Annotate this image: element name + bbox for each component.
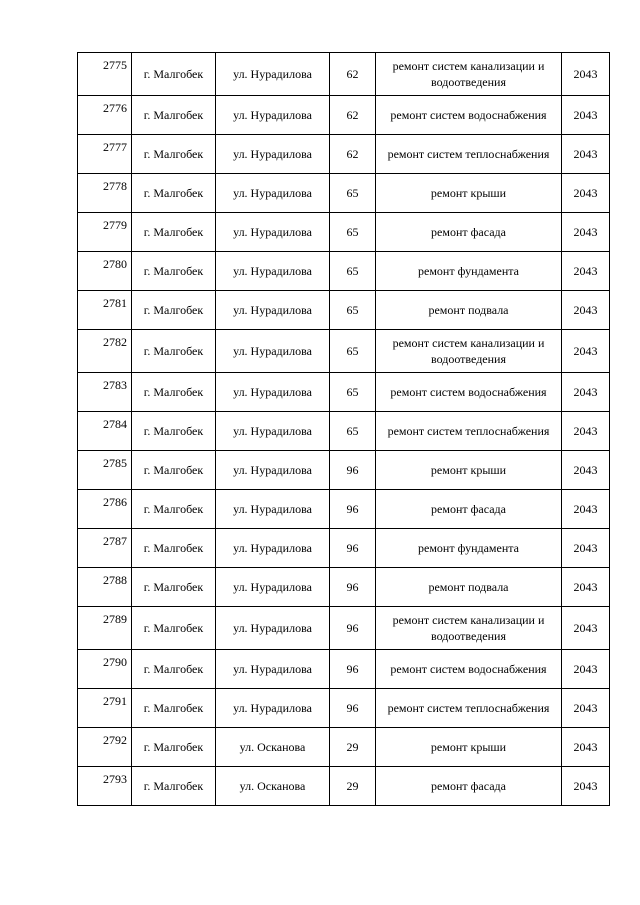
- street-cell: ул. Нурадилова: [216, 174, 330, 213]
- year-cell: 2043: [562, 252, 610, 291]
- street-cell: ул. Нурадилова: [216, 451, 330, 490]
- city-cell: г. Малгобек: [132, 252, 216, 291]
- table-row: [78, 213, 610, 252]
- house-number-cell: 96: [330, 451, 376, 490]
- row-number-cell: 2775: [78, 53, 132, 96]
- row-number-cell: 2791: [78, 689, 132, 728]
- street-cell: ул. Нурадилова: [216, 529, 330, 568]
- table-row: [78, 728, 610, 767]
- table-row: [78, 53, 610, 96]
- row-number-cell: 2786: [78, 490, 132, 529]
- table-row: [78, 291, 610, 330]
- year-cell: 2043: [562, 650, 610, 689]
- row-number-cell: 2792: [78, 728, 132, 767]
- street-cell: ул. Нурадилова: [216, 135, 330, 174]
- work-type-cell: ремонт крыши: [376, 174, 562, 213]
- work-type-cell: ремонт систем теплоснабжения: [376, 135, 562, 174]
- row-number-cell: 2783: [78, 373, 132, 412]
- house-number-cell: 96: [330, 650, 376, 689]
- year-cell: 2043: [562, 728, 610, 767]
- street-cell: ул. Нурадилова: [216, 373, 330, 412]
- work-type-cell: ремонт крыши: [376, 451, 562, 490]
- row-number-cell: 2790: [78, 650, 132, 689]
- year-cell: 2043: [562, 490, 610, 529]
- work-type-cell: ремонт фасада: [376, 767, 562, 806]
- street-cell: ул. Нурадилова: [216, 568, 330, 607]
- row-number-cell: 2776: [78, 96, 132, 135]
- table-row: [78, 174, 610, 213]
- house-number-cell: 65: [330, 291, 376, 330]
- work-type-cell: ремонт систем канализации и водоотведения: [376, 53, 562, 96]
- row-number-cell: 2782: [78, 330, 132, 373]
- house-number-cell: 29: [330, 767, 376, 806]
- work-type-cell: ремонт систем канализации и водоотведения: [376, 607, 562, 650]
- city-cell: г. Малгобек: [132, 490, 216, 529]
- house-number-cell: 29: [330, 728, 376, 767]
- street-cell: ул. Нурадилова: [216, 96, 330, 135]
- table-row: [78, 252, 610, 291]
- house-number-cell: 62: [330, 53, 376, 96]
- city-cell: г. Малгобек: [132, 767, 216, 806]
- work-type-cell: ремонт систем водоснабжения: [376, 373, 562, 412]
- year-cell: 2043: [562, 291, 610, 330]
- city-cell: г. Малгобек: [132, 373, 216, 412]
- year-cell: 2043: [562, 174, 610, 213]
- year-cell: 2043: [562, 412, 610, 451]
- house-number-cell: 96: [330, 529, 376, 568]
- house-number-cell: 96: [330, 568, 376, 607]
- city-cell: г. Малгобек: [132, 330, 216, 373]
- table-row: [78, 568, 610, 607]
- table-row: [78, 330, 610, 373]
- year-cell: 2043: [562, 53, 610, 96]
- year-cell: 2043: [562, 689, 610, 728]
- row-number-cell: 2785: [78, 451, 132, 490]
- street-cell: ул. Нурадилова: [216, 412, 330, 451]
- table-row: [78, 96, 610, 135]
- house-number-cell: 96: [330, 689, 376, 728]
- work-type-cell: ремонт фундамента: [376, 252, 562, 291]
- city-cell: г. Малгобек: [132, 135, 216, 174]
- work-type-cell: ремонт систем теплоснабжения: [376, 689, 562, 728]
- work-type-cell: ремонт фасада: [376, 213, 562, 252]
- row-number-cell: 2789: [78, 607, 132, 650]
- city-cell: г. Малгобек: [132, 451, 216, 490]
- table-body: [78, 53, 610, 806]
- city-cell: г. Малгобек: [132, 412, 216, 451]
- house-number-cell: 65: [330, 330, 376, 373]
- house-number-cell: 65: [330, 252, 376, 291]
- work-type-cell: ремонт фасада: [376, 490, 562, 529]
- table-row: [78, 412, 610, 451]
- work-type-cell: ремонт подвала: [376, 568, 562, 607]
- work-type-cell: ремонт фундамента: [376, 529, 562, 568]
- year-cell: 2043: [562, 568, 610, 607]
- row-number-cell: 2780: [78, 252, 132, 291]
- row-number-cell: 2777: [78, 135, 132, 174]
- street-cell: ул. Осканова: [216, 728, 330, 767]
- street-cell: ул. Нурадилова: [216, 53, 330, 96]
- street-cell: ул. Осканова: [216, 767, 330, 806]
- year-cell: 2043: [562, 767, 610, 806]
- table-row: [78, 451, 610, 490]
- street-cell: ул. Нурадилова: [216, 689, 330, 728]
- row-number-cell: 2778: [78, 174, 132, 213]
- city-cell: г. Малгобек: [132, 213, 216, 252]
- table-row: [78, 607, 610, 650]
- year-cell: 2043: [562, 330, 610, 373]
- house-number-cell: 65: [330, 412, 376, 451]
- year-cell: 2043: [562, 529, 610, 568]
- repair-schedule-table: [77, 52, 610, 806]
- house-number-cell: 65: [330, 213, 376, 252]
- city-cell: г. Малгобек: [132, 96, 216, 135]
- work-type-cell: ремонт систем канализации и водоотведения: [376, 330, 562, 373]
- street-cell: ул. Нурадилова: [216, 291, 330, 330]
- work-type-cell: ремонт систем водоснабжения: [376, 650, 562, 689]
- table-row: [78, 373, 610, 412]
- house-number-cell: 65: [330, 373, 376, 412]
- row-number-cell: 2793: [78, 767, 132, 806]
- house-number-cell: 62: [330, 135, 376, 174]
- city-cell: г. Малгобек: [132, 568, 216, 607]
- table-row: [78, 767, 610, 806]
- row-number-cell: 2788: [78, 568, 132, 607]
- table-row: [78, 650, 610, 689]
- city-cell: г. Малгобек: [132, 728, 216, 767]
- work-type-cell: ремонт крыши: [376, 728, 562, 767]
- street-cell: ул. Нурадилова: [216, 330, 330, 373]
- city-cell: г. Малгобек: [132, 607, 216, 650]
- house-number-cell: 62: [330, 96, 376, 135]
- table-row: [78, 490, 610, 529]
- city-cell: г. Малгобек: [132, 53, 216, 96]
- city-cell: г. Малгобек: [132, 174, 216, 213]
- table-row: [78, 135, 610, 174]
- year-cell: 2043: [562, 373, 610, 412]
- year-cell: 2043: [562, 135, 610, 174]
- row-number-cell: 2784: [78, 412, 132, 451]
- house-number-cell: 96: [330, 607, 376, 650]
- year-cell: 2043: [562, 451, 610, 490]
- work-type-cell: ремонт систем водоснабжения: [376, 96, 562, 135]
- row-number-cell: 2787: [78, 529, 132, 568]
- street-cell: ул. Нурадилова: [216, 252, 330, 291]
- work-type-cell: ремонт систем теплоснабжения: [376, 412, 562, 451]
- table-row: [78, 689, 610, 728]
- row-number-cell: 2779: [78, 213, 132, 252]
- street-cell: ул. Нурадилова: [216, 607, 330, 650]
- house-number-cell: 96: [330, 490, 376, 529]
- street-cell: ул. Нурадилова: [216, 650, 330, 689]
- table-row: [78, 529, 610, 568]
- work-type-cell: ремонт подвала: [376, 291, 562, 330]
- year-cell: 2043: [562, 607, 610, 650]
- row-number-cell: 2781: [78, 291, 132, 330]
- year-cell: 2043: [562, 96, 610, 135]
- street-cell: ул. Нурадилова: [216, 490, 330, 529]
- city-cell: г. Малгобек: [132, 689, 216, 728]
- street-cell: ул. Нурадилова: [216, 213, 330, 252]
- city-cell: г. Малгобек: [132, 291, 216, 330]
- city-cell: г. Малгобек: [132, 529, 216, 568]
- house-number-cell: 65: [330, 174, 376, 213]
- city-cell: г. Малгобек: [132, 650, 216, 689]
- year-cell: 2043: [562, 213, 610, 252]
